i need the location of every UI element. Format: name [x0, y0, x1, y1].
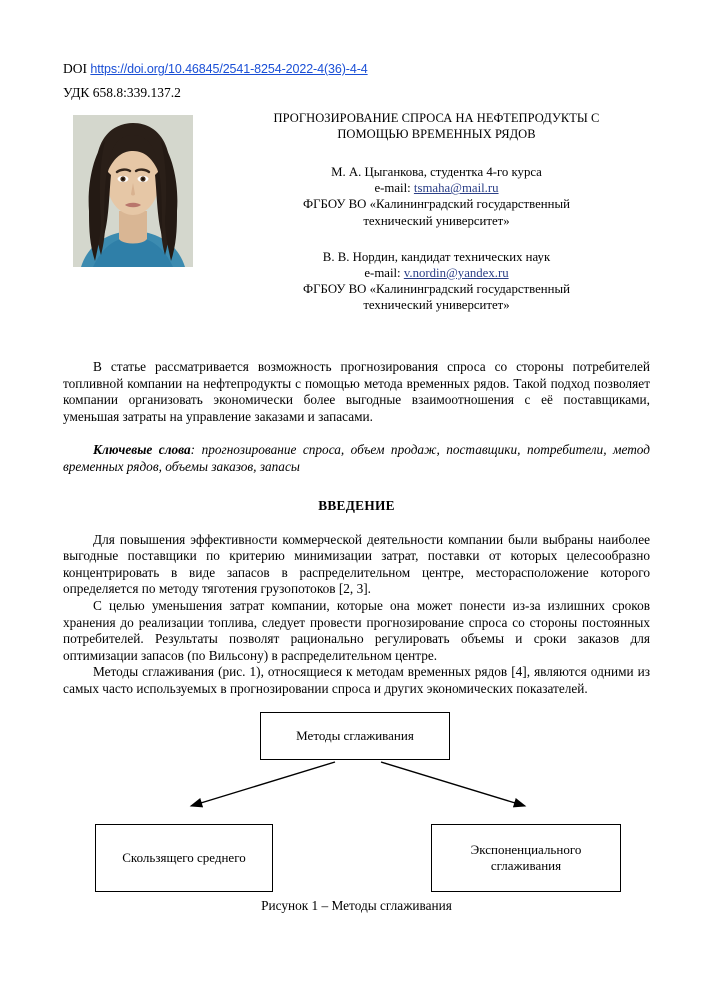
section-heading-introduction: ВВЕДЕНИЕ	[318, 497, 395, 513]
author-2-email-link[interactable]: v.nordin@yandex.ru	[403, 266, 509, 281]
title-block	[223, 111, 650, 314]
author-2-email-label: e-mail:	[364, 266, 404, 281]
author-2-affiliation-line2: технический университет»	[363, 298, 510, 313]
author-1-name: М. А. Цыганкова, студентка 4-го курса	[331, 165, 542, 179]
body-paragraph-1: Для повышения эффективности коммерческой деятельности компании были выбраны наиболее выгодные поставщики по критерию минимизации затрат, поставки от которых целесообразно концентрировать в виде запасов в распределительном центре, месторасположение которого определяется по методу тяготения грузопотоков [2, 3].	[63, 531, 650, 597]
page-content	[63, 60, 650, 917]
abstract-paragraph: В статье рассматривается возможность прогнозирования спроса со стороны потребителей топливной компании на нефтепродукты с помощью метода временных рядов. Такой подход позволяет компании организовать экономически более выгодные взаимоотношения с её поставщиками, уменьшая затраты на управление заказами и запасами.	[63, 359, 650, 424]
body-paragraph-2: С целью уменьшения затрат компании, которые она может понести из-за излишних сроков хранения до реализации топлива, следует провести прогнозирование спроса со стороны постоянных потребителей. Результаты позволят рационально регулировать объемы и сроки заказов для оптимизации запасов (по Вильсону) в распределительном центре.	[63, 597, 650, 663]
figure-box-moving-average: Скользящего среднего	[95, 824, 273, 892]
portrait-illustration	[73, 115, 193, 267]
author-2-email-line	[223, 265, 650, 281]
connector-right	[381, 762, 525, 806]
page-title	[223, 111, 650, 142]
author-2-affiliation-line1: ФГБОУ ВО «Калининградский государственный	[303, 282, 570, 297]
figure-box-exponential-line1: Экспоненциального	[470, 841, 582, 857]
keywords-text: : прогнозирование спроса, объем продаж, поставщики, потребители, метод временных рядов, объемы заказов, запасы	[63, 442, 650, 474]
figure-1	[63, 712, 650, 917]
doi-line	[63, 60, 650, 78]
body-paragraph-3: Методы сглаживания (рис. 1), относящиеся к методам временных рядов [4], являются одними из самых часто используемых в прогнозировании спроса и других экономических показателей.	[63, 664, 650, 696]
figure-box-methods: Методы сглаживания	[260, 712, 450, 760]
author-2-name: В. В. Нордин, кандидат технических наук	[322, 249, 551, 264]
figure-box-exponential-line2: сглаживания	[490, 857, 562, 873]
connector-left	[191, 762, 335, 806]
author-block-1	[223, 164, 650, 229]
author-1-affiliation-line2: технический университет»	[363, 213, 510, 228]
doi-link[interactable]: https://doi.org/10.46845/2541-8254-2022-4(36)-4-4	[90, 62, 368, 76]
doi-label: DOI	[63, 61, 91, 76]
author-1-affiliation-line1: ФГБОУ ВО «Калининградский государственный	[303, 197, 570, 212]
keywords-label: Ключевые слова	[93, 442, 191, 458]
author-block-2	[223, 249, 650, 314]
udk-line: УДК 658.8:339.137.2	[63, 85, 181, 100]
title-photo-band	[63, 111, 650, 323]
paper-title-line1: ПРОГНОЗИРОВАНИЕ СПРОСА НА НЕФТЕПРОДУКТЫ С	[273, 111, 600, 125]
paper-title-line2: ПОМОЩЬЮ ВРЕМЕННЫХ РЯДОВ	[337, 126, 536, 141]
figure-caption: Рисунок 1 – Методы сглаживания	[261, 897, 452, 913]
author-1-email-line	[223, 180, 650, 196]
keywords-line	[63, 442, 650, 475]
author-1-email-link[interactable]: tsmaha@mail.ru	[413, 181, 499, 196]
author-1-email-label: e-mail:	[374, 181, 414, 196]
author-portrait-photo	[73, 115, 193, 267]
figure-box-exponential-smoothing	[431, 824, 621, 892]
